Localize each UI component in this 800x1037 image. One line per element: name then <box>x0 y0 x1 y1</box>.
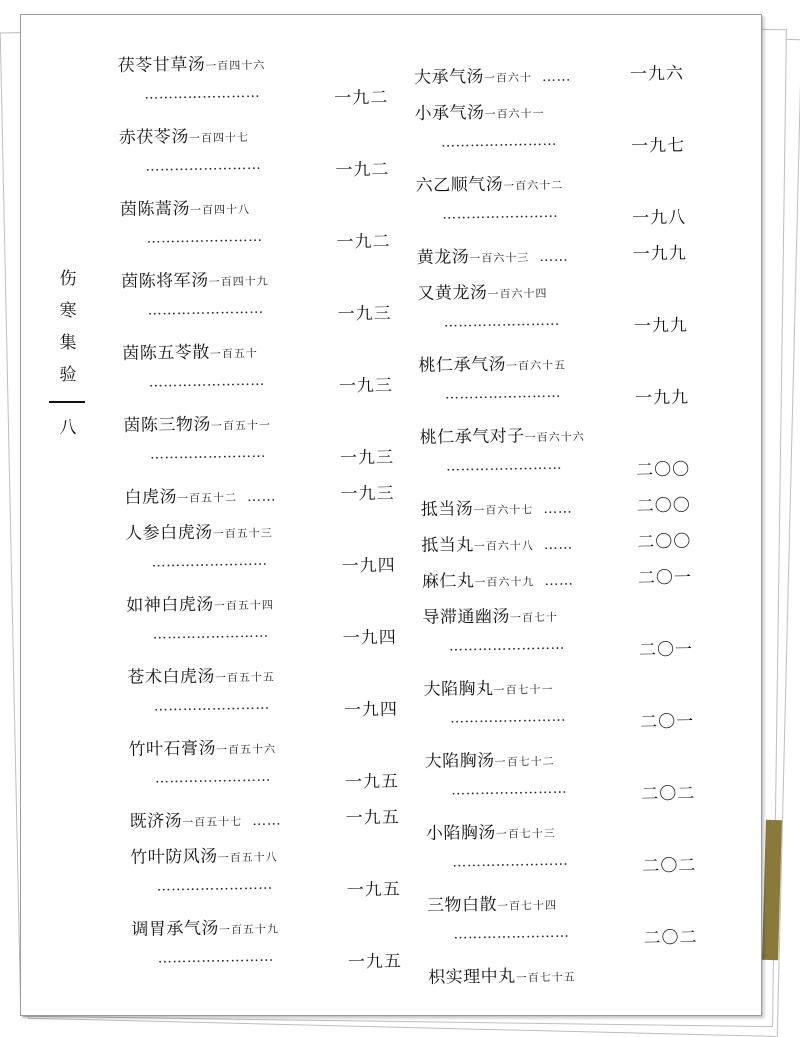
toc-entry <box>417 238 707 277</box>
entry-name: 小陷胸汤 <box>425 822 497 844</box>
entry-number: 一百七十四 <box>496 898 558 913</box>
toc-entry <box>426 814 716 853</box>
entry-name: 竹叶石膏汤 <box>128 738 217 760</box>
toc-entry <box>130 838 420 877</box>
entry-dots: …………………… <box>145 156 262 175</box>
toc-entry <box>119 118 409 157</box>
toc-entry <box>129 802 419 841</box>
running-title-char: 伤 <box>59 269 77 289</box>
entry-number: 一百六十四 <box>487 286 548 301</box>
entry-page: 一九四 <box>343 699 399 721</box>
entry-name: 枳实理中丸 <box>427 966 516 988</box>
running-title-char: 验 <box>59 365 77 385</box>
entry-name: 苍术白虎汤 <box>127 666 216 688</box>
toc-entry-leader <box>119 154 409 193</box>
toc-entry <box>125 514 415 553</box>
entry-number: 一百七十二 <box>494 754 555 769</box>
toc-entry <box>414 58 704 97</box>
entry-page: 一九五 <box>345 807 400 829</box>
entry-page: 一九七 <box>630 135 686 157</box>
entry-name: 既济汤 <box>129 811 183 832</box>
toc-entry <box>418 346 708 385</box>
toc-entry-leader <box>420 454 710 493</box>
toc-entry-leader <box>424 706 714 745</box>
entry-name: 桃仁承气汤 <box>418 354 507 376</box>
entry-page: 一九五 <box>347 951 403 973</box>
toc-entry-leader <box>426 850 716 889</box>
entry-dots: …… <box>252 812 282 829</box>
entry-page: 一九五 <box>344 771 400 793</box>
entry-page: 一九六 <box>629 63 685 85</box>
entry-name: 三物白散 <box>426 894 498 916</box>
entry-number: 一百六十三 <box>469 251 530 266</box>
toc-entry-leader <box>427 922 717 961</box>
entry-page: 一九二 <box>334 87 389 109</box>
folio-rule <box>49 401 85 403</box>
toc-entry-leader <box>425 778 715 817</box>
toc-entry <box>421 490 711 529</box>
toc-entry-leader <box>118 82 408 121</box>
entry-page: 二〇二 <box>643 927 698 949</box>
entry-dots: …………………… <box>154 768 272 787</box>
entry-dots: …………………… <box>451 780 568 799</box>
entry-name: 茵陈五苓散 <box>122 342 210 364</box>
entry-dots: …………………… <box>443 312 560 331</box>
entry-dots: …………………… <box>153 696 270 715</box>
entry-dots: …… <box>541 68 572 85</box>
entry-number: 一百六十八 <box>473 539 534 554</box>
toc-entry-leader <box>127 622 417 661</box>
toc-entry-leader <box>125 550 415 589</box>
entry-name: 如神白虎汤 <box>126 594 214 616</box>
toc-entry <box>427 886 717 925</box>
entry-number: 一百五十七 <box>182 815 243 830</box>
toc-entry <box>421 526 711 565</box>
toc-entry-leader <box>416 202 706 241</box>
entry-page: 二〇二 <box>641 783 696 805</box>
entry-name: 人参白虎汤 <box>124 522 213 544</box>
toc-entry-leader <box>128 694 418 733</box>
toc-entry-leader <box>120 226 410 265</box>
toc-entry <box>422 598 712 637</box>
entry-dots: …… <box>543 500 573 518</box>
entry-number: 一百四十六 <box>205 58 266 73</box>
toc-entry <box>428 958 718 997</box>
toc-entry <box>131 910 421 949</box>
entry-number: 一百六十二 <box>503 178 564 193</box>
toc-entry-leader <box>123 370 413 409</box>
entry-dots: …………………… <box>449 708 567 727</box>
entry-number: 一百四十八 <box>189 202 251 217</box>
entry-dots: …… <box>544 572 574 590</box>
entry-dots: …………………… <box>157 948 274 967</box>
entry-dots: …………………… <box>445 456 563 475</box>
entry-name: 抵当汤 <box>420 499 474 520</box>
entry-name: 麻仁丸 <box>421 571 475 592</box>
entry-name: 茵陈将军汤 <box>121 270 209 292</box>
entry-number: 一百六十九 <box>474 575 535 590</box>
entry-page: 一九九 <box>632 243 687 265</box>
entry-dots: …………………… <box>156 876 273 895</box>
entry-name: 茯苓甘草汤 <box>117 54 206 76</box>
entry-name: 竹叶防风汤 <box>130 846 218 868</box>
entry-name: 桃仁承气对子 <box>419 426 525 448</box>
entry-name: 白虎汤 <box>124 487 178 508</box>
entry-number: 一百七十五 <box>515 970 576 985</box>
toc-entry-leader <box>122 298 412 337</box>
entry-number: 一百五十 <box>209 346 258 361</box>
entry-page: 一九三 <box>337 303 392 325</box>
entry-page: 一九三 <box>338 375 394 397</box>
entry-number: 一百六十一 <box>484 106 545 121</box>
toc-entry-leader <box>129 766 419 805</box>
toc-entry <box>422 562 712 601</box>
entry-number: 一百五十三 <box>212 526 273 541</box>
toc-entry <box>127 658 417 697</box>
page-folio: 八 <box>59 418 77 438</box>
entry-page: 二〇〇 <box>637 531 692 553</box>
entry-dots: …… <box>543 536 573 554</box>
toc-entry <box>414 94 704 133</box>
entry-dots: …… <box>246 488 277 506</box>
toc-entry <box>128 730 418 769</box>
running-title-char: 集 <box>59 333 77 353</box>
entry-number: 一百五十一 <box>210 418 272 433</box>
entry-page: 二〇〇 <box>636 459 691 481</box>
toc-entry-leader <box>131 874 421 913</box>
entry-dots: …………………… <box>452 852 569 871</box>
entry-page: 一九四 <box>341 555 396 577</box>
toc-entry <box>122 334 412 373</box>
entry-page: 二〇一 <box>639 711 695 733</box>
toc-entry <box>419 418 709 457</box>
entry-dots: …………………… <box>144 84 261 103</box>
toc-entry <box>123 406 413 445</box>
running-title-char: 寒 <box>59 301 77 321</box>
toc-entry <box>417 274 707 313</box>
entry-page: 一九九 <box>633 315 689 337</box>
entry-number: 一百五十四 <box>213 598 274 613</box>
entry-name: 茵陈三物汤 <box>123 414 212 436</box>
entry-page: 一九九 <box>634 387 690 409</box>
entry-page: 一九四 <box>342 627 397 649</box>
entry-page: 一九三 <box>339 447 395 469</box>
toc-entry <box>124 478 414 517</box>
toc-entry-leader <box>423 634 713 673</box>
toc-entry <box>424 742 714 781</box>
entry-name: 又黄龙汤 <box>417 282 488 304</box>
entry-name: 六乙顺气汤 <box>415 174 504 196</box>
toc-entry <box>121 262 411 301</box>
entry-name: 调胃承气汤 <box>131 918 220 940</box>
entry-page: 二〇一 <box>637 567 693 589</box>
entry-name: 导滞通幽汤 <box>422 606 511 628</box>
toc-entry-leader <box>415 130 705 169</box>
entry-name: 赤茯苓汤 <box>118 126 190 148</box>
toc-entry <box>118 46 408 85</box>
entry-number: 一百五十六 <box>215 742 277 757</box>
entry-name: 大承气汤 <box>413 66 485 88</box>
entry-name: 大陷胸丸 <box>423 678 494 700</box>
entry-number: 一百七十三 <box>495 826 556 841</box>
entry-number: 一百四十九 <box>208 274 269 289</box>
toc-entry <box>415 166 705 205</box>
toc-entry-leader <box>124 442 414 481</box>
entry-page: 一九三 <box>340 483 395 505</box>
toc-entry-leader <box>132 946 422 985</box>
entry-dots: …………………… <box>442 204 559 223</box>
entry-name: 抵当丸 <box>421 535 474 556</box>
toc-entry-leader <box>419 382 709 421</box>
entry-name: 黄龙汤 <box>416 247 470 268</box>
toc-column-right <box>413 11 699 1015</box>
entry-name: 大陷胸汤 <box>424 750 495 772</box>
entry-number: 一百七十 <box>509 610 559 625</box>
entry-dots: …………………… <box>149 444 267 463</box>
entry-number: 一百五十二 <box>177 491 238 506</box>
entry-page: 一九二 <box>336 231 391 253</box>
entry-dots: …………………… <box>444 384 562 403</box>
toc-entry-leader <box>418 310 708 349</box>
entry-page: 一九五 <box>346 879 401 901</box>
entry-dots: …………………… <box>448 636 566 655</box>
entry-number: 一百五十五 <box>214 670 276 685</box>
entry-dots: …………………… <box>146 228 263 247</box>
entry-name: 小承气汤 <box>414 102 485 124</box>
entry-page: 一九二 <box>335 159 390 181</box>
entry-number: 一百六十 <box>483 71 533 85</box>
toc-entry <box>423 670 713 709</box>
book-page <box>20 14 762 1016</box>
toc-column-left <box>117 11 403 1015</box>
entry-number: 一百六十五 <box>505 358 567 373</box>
entry-number: 一百七十一 <box>493 682 554 697</box>
entry-dots: …………………… <box>148 372 265 391</box>
entry-dots: …………………… <box>440 132 558 151</box>
entry-dots: …………………… <box>152 624 269 643</box>
entry-page: 一九八 <box>632 207 687 229</box>
entry-page: 二〇二 <box>642 855 697 877</box>
entry-dots: …………………… <box>147 300 264 319</box>
entry-dots: …………………… <box>151 552 268 571</box>
entry-name: 茵陈蒿汤 <box>119 198 191 220</box>
entry-number: 一百六十七 <box>473 503 534 518</box>
toc-entry <box>120 190 410 229</box>
entry-number: 一百四十七 <box>188 130 250 145</box>
entry-dots: …………………… <box>453 924 570 943</box>
entry-dots: …… <box>539 248 569 266</box>
entry-page: 二〇一 <box>638 639 694 661</box>
entry-page: 二〇〇 <box>636 495 691 517</box>
toc-entry <box>126 586 416 625</box>
entry-number: 一百六十六 <box>524 430 585 445</box>
entry-number: 一百五十八 <box>217 850 278 865</box>
running-title <box>53 263 83 391</box>
entry-number: 一百五十九 <box>218 922 279 937</box>
